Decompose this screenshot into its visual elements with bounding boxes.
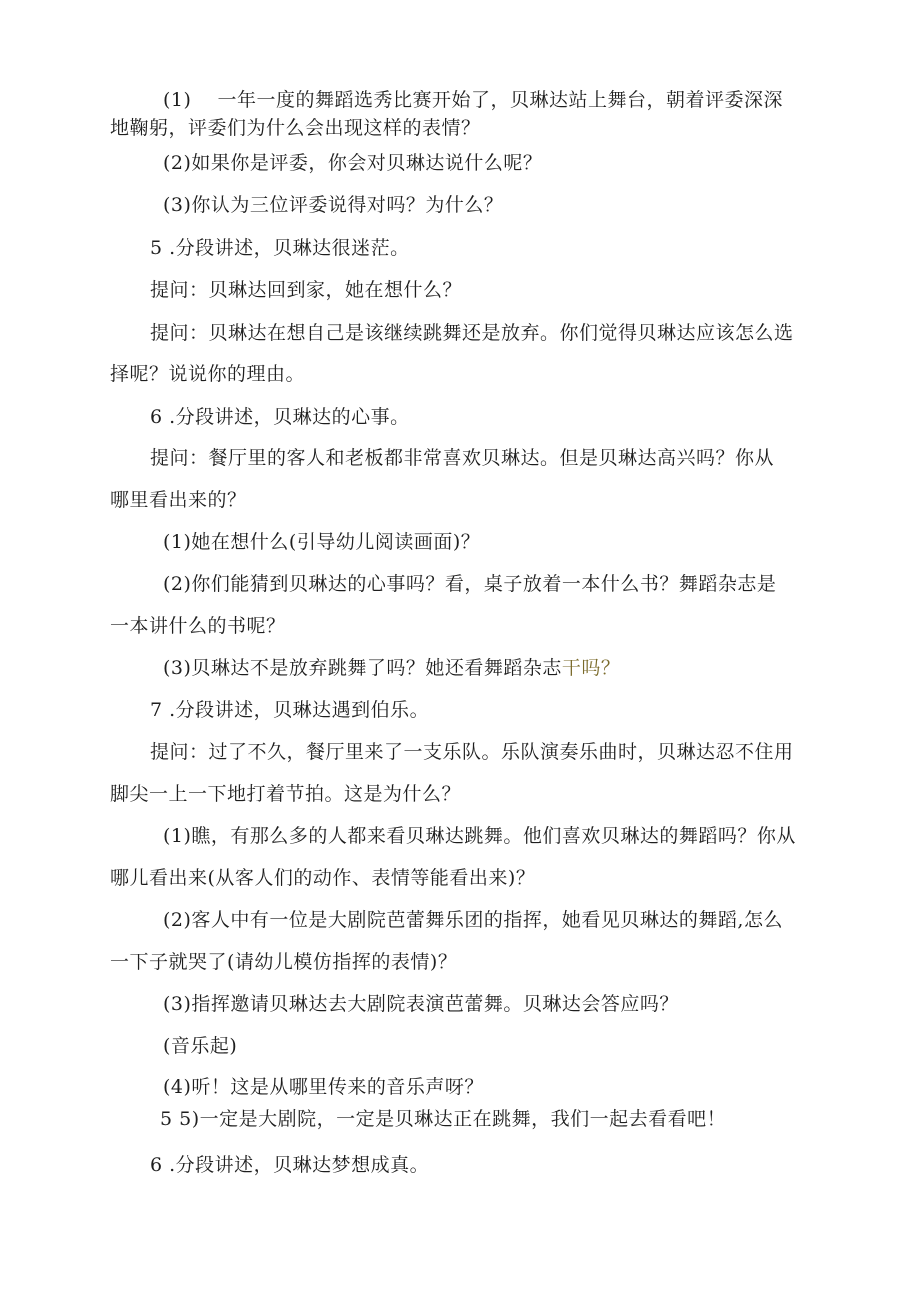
- text-line: (2)你们能猜到贝琳达的心事吗？看，桌子放着一本什么书？舞蹈杂志是: [163, 573, 777, 595]
- text-line: (3)你认为三位评委说得对吗？为什么？: [163, 194, 504, 216]
- text-line: [163, 656, 620, 680]
- text-line: 5 5)一定是大剧院，一定是贝琳达正在跳舞，我们一起去看看吧！: [160, 1108, 727, 1130]
- section-heading: 6 .分段讲述，贝琳达的心事。: [150, 406, 410, 428]
- text-line: (1) 一年一度的舞蹈选秀比赛开始了，贝琳达站上舞台，朝着评委深深: [163, 89, 783, 111]
- text-line: (音乐起): [163, 1035, 238, 1057]
- text-line: (3)指挥邀请贝琳达去大剧院表演芭蕾舞。贝琳达会答应吗？: [163, 993, 679, 1015]
- text-line: 提问：贝琳达在想自己是该继续跳舞还是放弃。你们觉得贝琳达应该怎么选: [150, 322, 794, 344]
- text-line: 一本讲什么的书呢？: [110, 615, 286, 637]
- text-line: 哪儿看出来(从客人们的动作、表情等能看出来)？: [110, 867, 536, 889]
- text-line: 地鞠躬，评委们为什么会出现这样的表情？: [110, 117, 481, 139]
- text-line: 择呢？说说你的理由。: [110, 363, 306, 385]
- text-line: 提问：过了不久，餐厅里来了一支乐队。乐队演奏乐曲时，贝琳达忍不住用: [150, 741, 794, 763]
- section-heading: 7 .分段讲述，贝琳达遇到伯乐。: [150, 699, 430, 721]
- section-heading: 6 .分段讲述，贝琳达梦想成真。: [150, 1154, 430, 1176]
- text-line: 提问：贝琳达回到家，她在想什么？: [150, 279, 463, 301]
- text-line: 提问：餐厅里的客人和老板都非常喜欢贝琳达。但是贝琳达高兴吗？你从: [150, 447, 775, 469]
- text-line: 哪里看出来的？: [110, 489, 247, 511]
- text-line: (2)如果你是评委，你会对贝琳达说什么呢？: [163, 152, 543, 174]
- section-heading: 5 .分段讲述，贝琳达很迷茫。: [150, 237, 410, 259]
- text-line: (4)听！这是从哪里传来的音乐声呀？: [163, 1076, 484, 1098]
- text-line: (1)瞧，有那么多的人都来看贝琳达跳舞。他们喜欢贝琳达的舞蹈吗？你从: [163, 825, 796, 847]
- text-segment-highlight: 干吗？: [561, 657, 621, 679]
- text-line: (2)客人中有一位是大剧院芭蕾舞乐团的指挥，她看见贝琳达的舞蹈,怎么: [163, 909, 783, 931]
- text-line: 一下子就哭了(请幼儿模仿指挥的表情)？: [110, 951, 458, 973]
- text-segment: (3)贝琳达不是放弃跳舞了吗？她还看舞蹈杂志: [163, 657, 562, 679]
- text-line: 脚尖一上一下地打着节拍。这是为什么？: [110, 783, 462, 805]
- text-line: (1)她在想什么(引导幼儿阅读画面)？: [163, 531, 481, 553]
